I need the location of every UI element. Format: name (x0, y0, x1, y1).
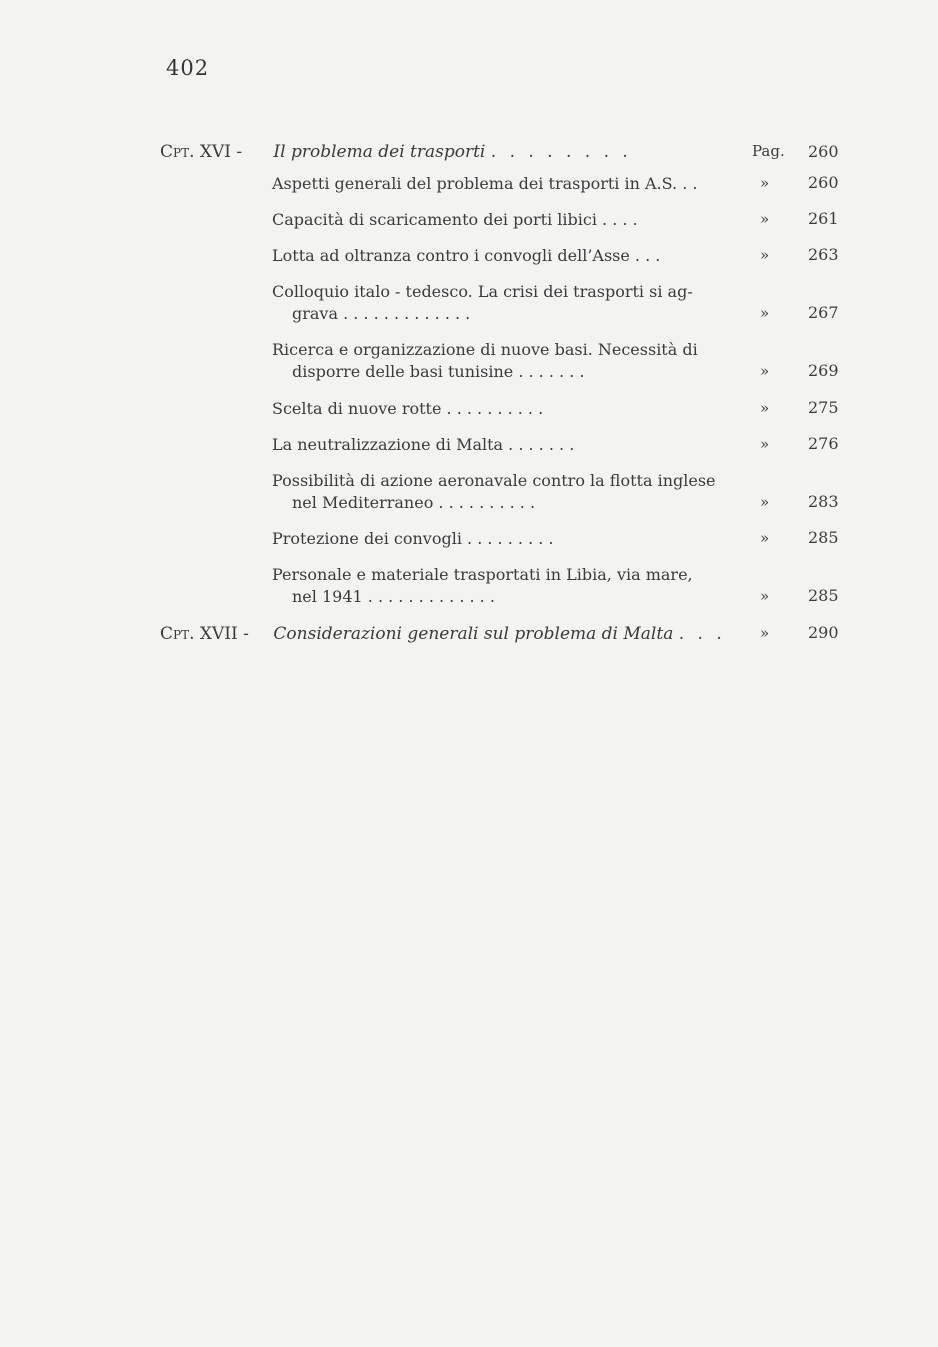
chapter-title: Il problema dei trasporti (273, 142, 486, 162)
ditto-mark: » (760, 210, 770, 228)
toc-entry-text: Capacità di scaricamento dei porti libici . . . . (272, 210, 638, 229)
toc-entry-page: 283 (808, 492, 839, 511)
toc-entry-text: Personale e materiale trasportati in Libia, via mare, (272, 565, 693, 584)
ditto-mark: » (760, 246, 770, 264)
toc-entry-page: 275 (808, 398, 839, 417)
ditto-mark: » (760, 493, 770, 511)
toc-entry-text-continued: nel Mediterraneo . . . . . . . . . . (292, 493, 536, 512)
toc-entry-text-continued: disporre delle basi tunisine . . . . . . . (292, 362, 585, 381)
toc-entry-text: Lotta ad oltranza contro i convogli dell’Asse . . . (272, 246, 661, 265)
chapter-heading-xvii (160, 622, 860, 646)
toc-entry-text-continued: nel 1941 . . . . . . . . . . . . . (292, 587, 495, 606)
toc-entry-text: Colloquio italo - tedesco. La crisi dei trasporti si ag- (272, 282, 693, 301)
toc-entry-text: Protezione dei convogli . . . . . . . . . (272, 529, 554, 548)
toc-entry-page: 285 (808, 528, 839, 547)
toc-entry (272, 528, 732, 550)
ditto-mark: » (760, 399, 770, 417)
leader-dots: . . . (678, 624, 726, 644)
toc-entry (272, 564, 732, 608)
toc-entry (272, 398, 732, 420)
toc-entry (272, 173, 732, 195)
chapter-title: Considerazioni generali sul problema di Malta (273, 624, 674, 644)
toc-entry-text: Ricerca e organizzazione di nuove basi. Necessità di (272, 340, 698, 359)
toc-entry (272, 339, 732, 383)
ditto-mark: » (760, 362, 770, 380)
page-ref-label: Pag. (752, 142, 785, 160)
page-number: 402 (166, 56, 210, 80)
toc-entry-page: 260 (808, 173, 839, 192)
ditto-mark: » (760, 529, 770, 547)
ditto-mark: » (760, 587, 770, 605)
ditto-mark: » (760, 174, 770, 192)
toc-entry-page: 285 (808, 586, 839, 605)
toc-entry-page: 263 (808, 245, 839, 264)
toc-entry-text-continued: grava . . . . . . . . . . . . . (292, 304, 471, 323)
toc-entry-page: 276 (808, 434, 839, 453)
toc-entry-text: Aspetti generali del problema dei trasporti in A.S. . . (272, 174, 698, 193)
toc-entry-page: 261 (808, 209, 839, 228)
toc-entry-page: 269 (808, 361, 839, 380)
leader-dots: . . . . . . . . (490, 142, 632, 162)
toc-entry (272, 470, 732, 514)
ditto-mark: » (760, 304, 770, 322)
toc-entry-page: 267 (808, 303, 839, 322)
toc-entry (272, 281, 732, 325)
toc-entry (272, 209, 732, 231)
toc-entry (272, 434, 732, 456)
toc-entry-text: Possibilità di azione aeronavale contro la flotta inglese (272, 471, 716, 490)
chapter-label: Cpt. XVI - (160, 142, 243, 162)
chapter-label: Cpt. XVII - (160, 624, 249, 644)
toc-entry (272, 245, 732, 267)
page-ref-number: 260 (808, 142, 839, 161)
ditto-mark: » (760, 624, 770, 642)
toc-entry-text: Scelta di nuove rotte . . . . . . . . . . (272, 399, 544, 418)
toc-entry-text: La neutralizzazione di Malta . . . . . . . (272, 435, 575, 454)
ditto-mark: » (760, 435, 770, 453)
page-ref-number: 290 (808, 623, 839, 642)
